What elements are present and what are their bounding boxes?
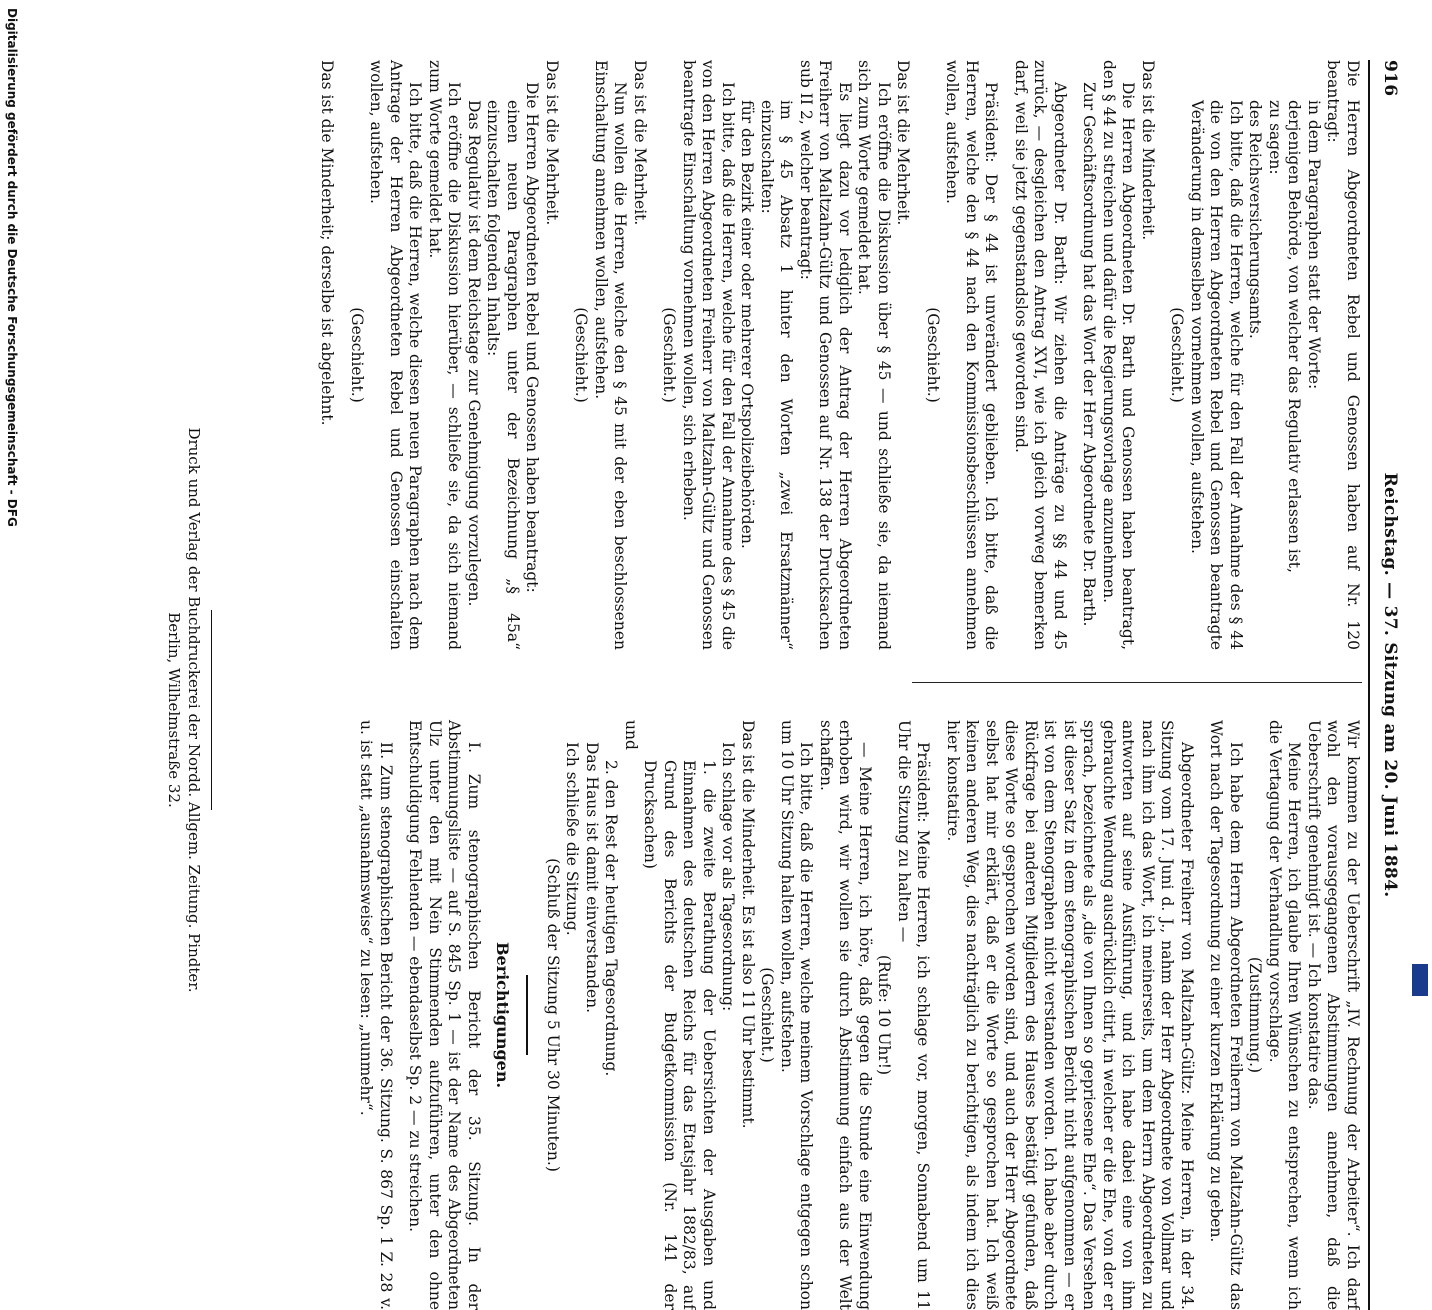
right-column-paragraph: (Schluß der Sitzung 5 Uhr 30 Minuten.) xyxy=(544,858,562,1172)
left-column-paragraph: Zur Geschäftsordnung hat das Wort der Herr Abgeordnete Dr. Barth. xyxy=(1080,82,1099,627)
right-column-paragraph: (Zustimmung.) xyxy=(1246,956,1265,1074)
left-column-paragraph: in dem Paragraphen statt der Worte: xyxy=(1305,100,1323,390)
left-column-paragraph: Die Herren Abgeordneten Rebel und Genossen haben auf Nr. 120 beantragt: xyxy=(1324,60,1362,650)
left-column-paragraph: Das ist die Mehrheit. xyxy=(543,60,561,226)
left-column-paragraph: im § 45 Absatz 1 hinter den Worten „zwei Ersatzmänner“ einzuschalten: xyxy=(758,100,796,650)
correction-item: I. Zum stenographischen Bericht der 35. Sitzung. In der Abstimmungsliste — auf S. 845 Sp. 1 — ist der Name des Abgeordneten Ulz unter den mit Nein Stimmenden aufzuführen, unter den ohne Entschuldigung Fehlenden — ebendaselbst Sp. 2 — zu streichen. xyxy=(406,720,483,1310)
left-column-paragraph: einen neuen Paragraphen unter der Bezeichnung „§ 45a“ einzuschalten folgenden Inhalts: xyxy=(484,100,522,650)
section-divider xyxy=(527,975,529,1055)
imprint-rule xyxy=(211,610,212,810)
left-column-paragraph: Die Herren Abgeordneten Dr. Barth und Genossen haben beantragt, den § 44 zu streichen und dafür die Regierungsvorlage anzunehmen. xyxy=(1100,60,1138,650)
left-column-paragraph: Ich bitte, daß die Herren, welche für den Fall der Annahme des § 44 die von den Herren Abgeordneten Rebel und Genossen beantragte Veränderung in demselben vornehmen wollen, aufstehen. xyxy=(1188,100,1245,650)
digitization-note: Digitalisierung gefördert durch die Deutsche Forschungsgemeinschaft - DFG xyxy=(5,8,19,527)
running-title: Reichstag. — 37. Sitzung am 20. Juni 1884. xyxy=(1380,472,1400,898)
right-column-paragraph: Abgeordneter Freiherr von Maltzahn-Gültz: Meine Herren, in der 34. Sitzung vom 17. Juni d. J., nahm der Herr Abgeordnete von Vollmar und nach ihm ich das Wort, ich meinerseits, um dem Herrn Abgeordneten zu antworten auf seine Ausführung, und ich habe dabei eine von ihm gebrauchte Wendung ausdrücklich citirt, in welcher er die Ehe, von der er sprach, bezeichnete als „die von Ihnen so gepriesene Ehe“. Das Versehen ist dieser Satz in dem stenographischen Bericht nicht aufgenommen — er ist von dem Stenographen nicht verstanden worden. Ich habe aber durch Rückfrage bei anderen Mitgliedern des Hauses bestätigt gefunden, daß diese Worte so gesprochen worden sind, und auch der Herr Abgeordnete selbst hat mir erklärt, daß er die Worte so gesprochen hat. Ich weiß keinen anderen Weg, dies nachträglich zu berichtigen, als indem ich dies hier konstatire. xyxy=(944,720,1196,1310)
digitization-footer xyxy=(1,0,21,1000)
right-column-paragraph: und xyxy=(622,720,640,750)
left-column-paragraph: Die Herren Abgeordneten Rebel und Genossen haben beantragt: xyxy=(523,82,542,593)
dfg-logo xyxy=(1412,964,1428,996)
left-column-paragraph: Nun wollen die Herren, welche den § 45 mit der eben beschlossenen Einschaltung annehmen wollen, aufstehen. xyxy=(592,60,630,650)
left-column-paragraph: (Geschieht.) xyxy=(660,307,679,403)
left-column-paragraph: Das ist die Minderheit; derselbe ist abgelehnt. xyxy=(318,60,337,426)
header-rule xyxy=(1368,60,1370,1310)
right-column-paragraph: Ich schließe die Sitzung. xyxy=(563,742,582,936)
right-column-paragraph: Ich schlage vor als Tagesordnung: xyxy=(719,742,738,1012)
right-column-paragraph: Ich bitte, daß die Herren, welche meinem Vorschlage entgegen schon um 10 Uhr Sitzung halten wollen, aufstehen. xyxy=(778,720,816,1310)
right-column-paragraphs xyxy=(543,720,1363,1310)
imprint xyxy=(164,280,204,1140)
right-column-paragraph: Das Haus ist damit einverstanden. xyxy=(583,742,601,1014)
left-column-paragraph: zu sagen: xyxy=(1266,100,1284,175)
right-column-paragraph: Meine Herren, ich glaube Ihren Wünschen zu entsprechen, wenn ich die Vertagung der Verhandlung vorschlage. xyxy=(1266,720,1304,1310)
left-column-paragraph: Ich bitte, daß die Herren, welche diesen neuen Paragraphen nach dem Antrage der Herren Abgeordneten Rebel und Genossen einschalten wollen, aufstehen. xyxy=(367,60,425,650)
left-column-paragraph: Ich eröffne die Diskussion über § 45 — und schließe sie, da niemand sich zum Worte gemeldet hat. xyxy=(855,60,893,650)
right-column-paragraph: Präsident: Meine Herren, ich schlage vor, morgen, Sonnabend um 11 Uhr die Sitzung zu halten — xyxy=(895,720,933,1310)
imprint-line-2: Berlin, Wilhelmstraße 32. xyxy=(165,612,183,808)
right-column-paragraph: (Rufe: 10 Uhr!) xyxy=(875,954,894,1076)
left-column-paragraph: (Geschieht.) xyxy=(348,307,366,403)
imprint-line-1: Druck und Verlag der Buchdruckerei der Nordd. Allgem. Zeitung. Pindter. xyxy=(185,427,203,993)
correction-item: II. Zum stenographischen Bericht der 36. Sitzung. S. 867 Sp. 1 Z. 28 v. u. ist statt „ausnahmsweise“ zu lesen: „nunmehr“. xyxy=(357,720,395,1310)
right-column-paragraph: (Geschieht.) xyxy=(758,967,777,1063)
left-column-paragraph: Abgeordneter Dr. Barth: Wir ziehen die Anträge zu §§ 44 und 45 zurück, — desgleichen den Antrag XVI, wie ich gleich vorweg bemerken darf, weil sie jetzt gegenstandslos geworden sind. xyxy=(1012,60,1069,650)
left-column-paragraph: Das Regulativ ist dem Reichstage zur Genehmigung vorzulegen. xyxy=(465,100,483,607)
column-divider xyxy=(912,682,1362,683)
left-column-paragraph: Das ist die Mehrheit. xyxy=(894,60,913,226)
page-header xyxy=(1374,60,1400,1310)
left-column xyxy=(317,60,1362,650)
left-column-paragraph: Das ist die Minderheit. xyxy=(1139,60,1157,241)
left-column-paragraph: Es liegt dazu vor lediglich der Antrag der Herren Abgeordneten Freiherr von Maltzahn-Gültz und Genossen auf Nr. 138 der Drucksachen sub II 2, welcher beantragt: xyxy=(797,60,854,650)
left-column-paragraph: Das ist die Mehrheit. xyxy=(631,60,649,226)
left-column-paragraph: des Reichsversicherungsamts. xyxy=(1246,100,1265,339)
right-column-paragraph: 2. den Rest der heutigen Tagesordnung. xyxy=(602,760,621,1077)
right-column-paragraph: Wir kommen zu der Ueberschrift „IV. Rechnung der Arbeiter“. Ich darf wohl den vorausgegangenen Abstimmungen annehmen, daß die Ueberschrift genehmigt ist. — Ich konstatire das. xyxy=(1305,720,1362,1310)
page-number: 916 xyxy=(1380,60,1400,97)
left-column-paragraph: Ich bitte, daß die Herren, welche für den Fall der Annahme des § 45 die von den Herren Abgeordneten Freiherr von Maltzahn-Gültz und Genossen beantragte Einschaltung vornehmen wollen, sich erheben. xyxy=(680,60,737,650)
corrections-heading: Berichtigungen. xyxy=(493,941,513,1089)
left-column-paragraph: (Geschieht.) xyxy=(572,307,591,403)
left-column-paragraph: Ich eröffne die Diskussion hierüber, — schließe sie, da sich niemand zum Worte gemeldet hat. xyxy=(426,60,464,650)
left-column-paragraph: Präsident: Der § 44 ist unverändert geblieben. Ich bitte, daß die Herren, welche den § 44 nach den Kommissionsbeschlüssen annehmen wollen, aufstehen. xyxy=(943,60,1001,650)
left-column-paragraph: (Geschieht.) xyxy=(1168,307,1187,403)
right-column xyxy=(356,720,1362,1310)
left-column-paragraph: derjenigen Behörde, von welcher das Regulativ erlassen ist, xyxy=(1285,100,1304,573)
right-column-paragraph: — Meine Herren, ich höre, daß gegen die Stunde eine Einwendung erhoben wird, wir wollen sie durch Abstimmung einfach aus der Welt schaffen. xyxy=(817,720,874,1310)
left-column-paragraph: (Geschieht.) xyxy=(924,307,942,403)
right-column-paragraph: Das ist die Minderheit. Es ist also 11 Uhr bestimmt. xyxy=(739,720,757,1129)
corrections-list xyxy=(356,720,483,1310)
right-column-paragraph: 1. die zweite Berathung der Uebersichten der Ausgaben und Einnahmen des deutschen Reichs für das Etatsjahr 1882/83, auf Grund des Berichts der Budgetkommission (Nr. 141 der Drucksachen) xyxy=(641,760,718,1310)
left-column-paragraph: für den Bezirk einer oder mehrerer Ortspolizeibehörden. xyxy=(738,100,757,549)
right-column-paragraph: Ich habe dem Herrn Abgeordneten Freiherrn von Maltzahn-Gültz das Wort nach der Tagesordnung zu einer kurzen Erklärung zu geben. xyxy=(1207,720,1245,1310)
